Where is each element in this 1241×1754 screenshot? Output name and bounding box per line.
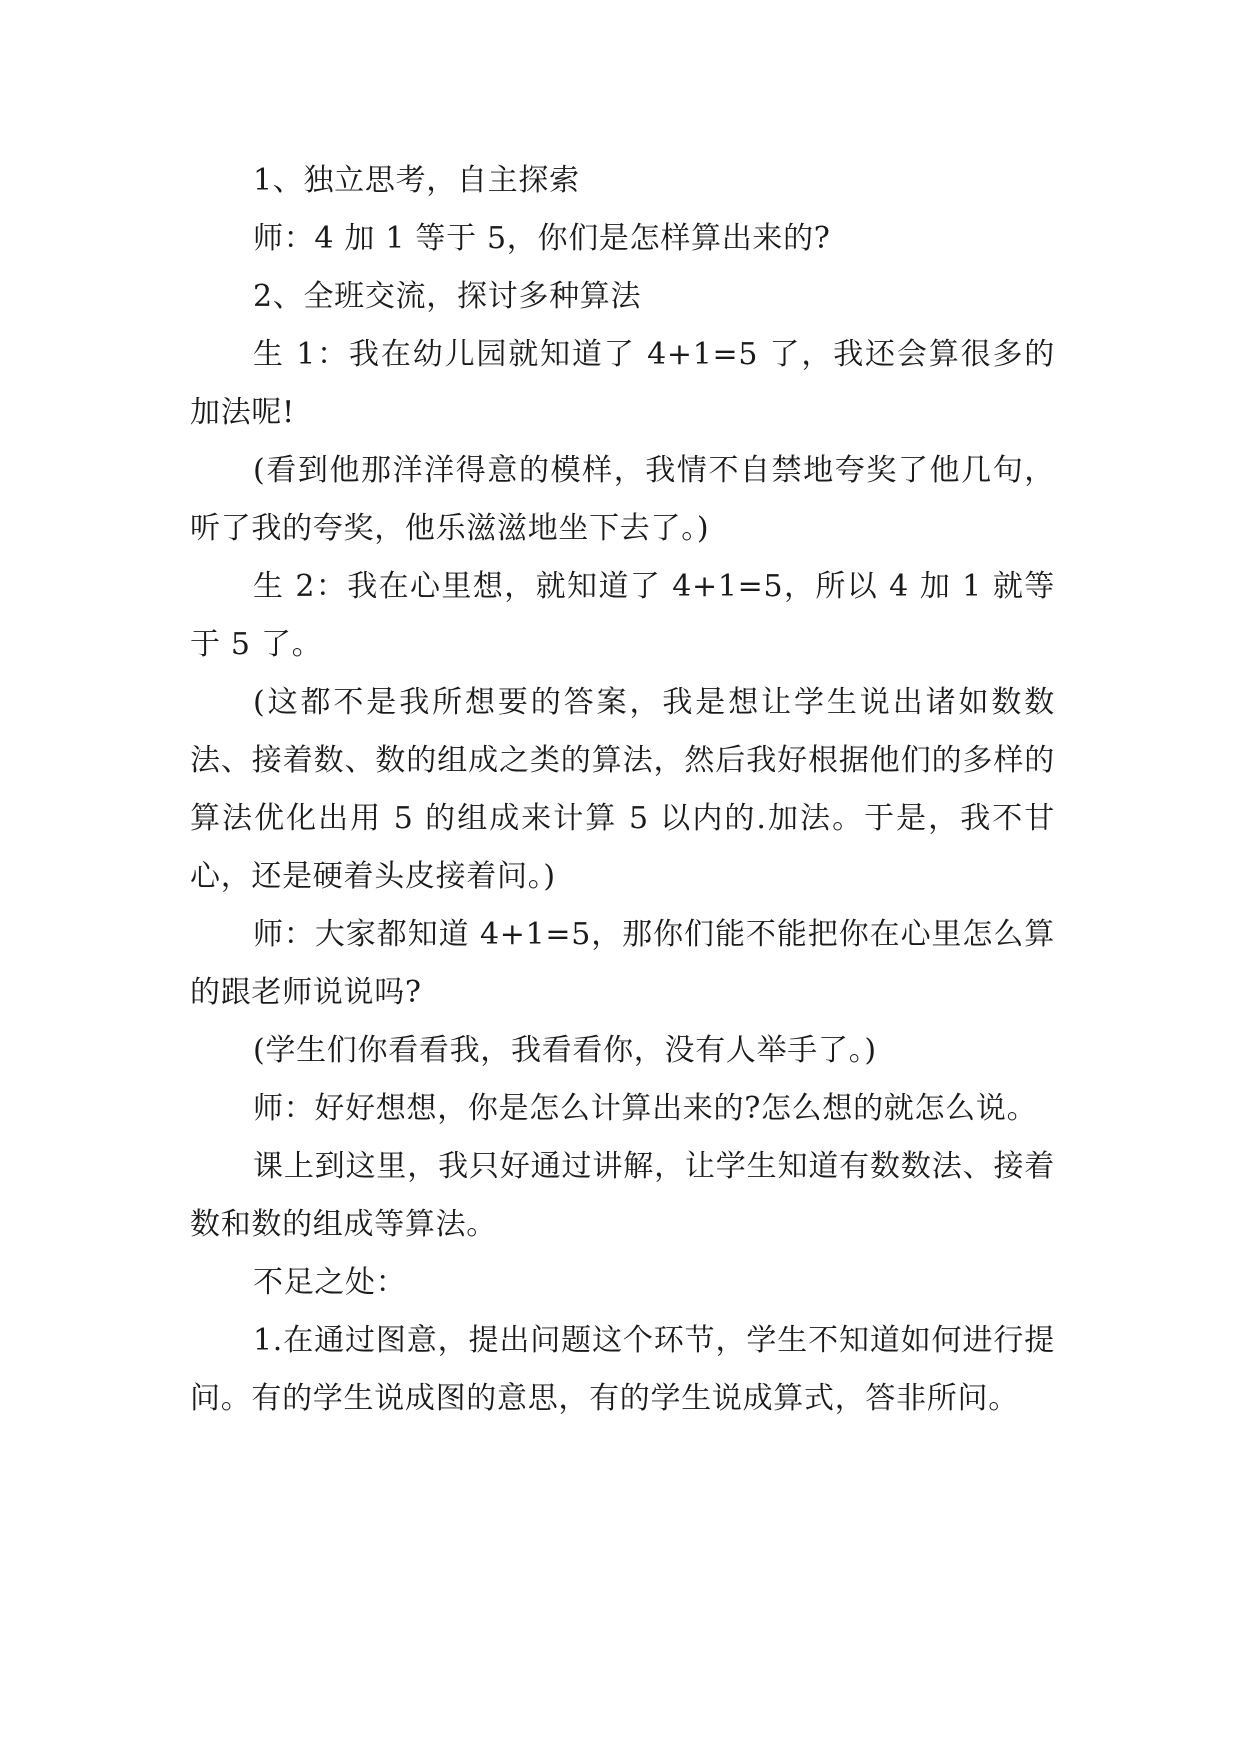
document-body	[190, 152, 1055, 1428]
class-reaction-note: (学生们你看看我，我看看你，没有人举手了。)	[253, 1033, 877, 1068]
section-heading-class-discussion: 2、全班交流，探讨多种算法	[253, 279, 642, 314]
shortcoming-item-1: 1.在通过图意，提出问题这个环节，学生不知道如何进行提问。有的学生说成图的意思，有的学生说成算式，答非所问。	[190, 1323, 1055, 1416]
teacher-note-praise: (看到他那洋洋得意的模样，我情不自禁地夸奖了他几句，听了我的夸奖，他乐滋滋地坐下去了。)	[190, 453, 1055, 546]
student-2-answer: 生 2：我在心里想，就知道了 4+1=5，所以 4 加 1 就等于 5 了。	[190, 569, 1055, 662]
teacher-prompt: 师：好好想想，你是怎么计算出来的?怎么想的就怎么说。	[253, 1091, 1038, 1126]
lesson-outcome: 课上到这里，我只好通过讲解，让学生知道有数数法、接着数和数的组成等算法。	[190, 1149, 1055, 1242]
teacher-follow-up-question: 师：大家都知道 4+1=5，那你们能不能把你在心里怎么算的跟老师说说吗?	[190, 917, 1055, 1010]
teacher-note-expected-answer: (这都不是我所想要的答案，我是想让学生说出诸如数数法、接着数、数的组成之类的算法，然后我好根据他们的多样的算法优化出用 5 的组成来计算 5 以内的.加法。于是，我不甘心，还是硬着头皮接着问。)	[190, 685, 1055, 894]
section-heading-independent-thinking: 1、独立思考，自主探索	[253, 163, 580, 198]
student-1-answer: 生 1：我在幼儿园就知道了 4+1=5 了，我还会算很多的加法呢!	[190, 337, 1055, 430]
shortcomings-heading: 不足之处：	[253, 1265, 407, 1300]
teacher-question: 师：4 加 1 等于 5，你们是怎样算出来的?	[253, 221, 831, 256]
